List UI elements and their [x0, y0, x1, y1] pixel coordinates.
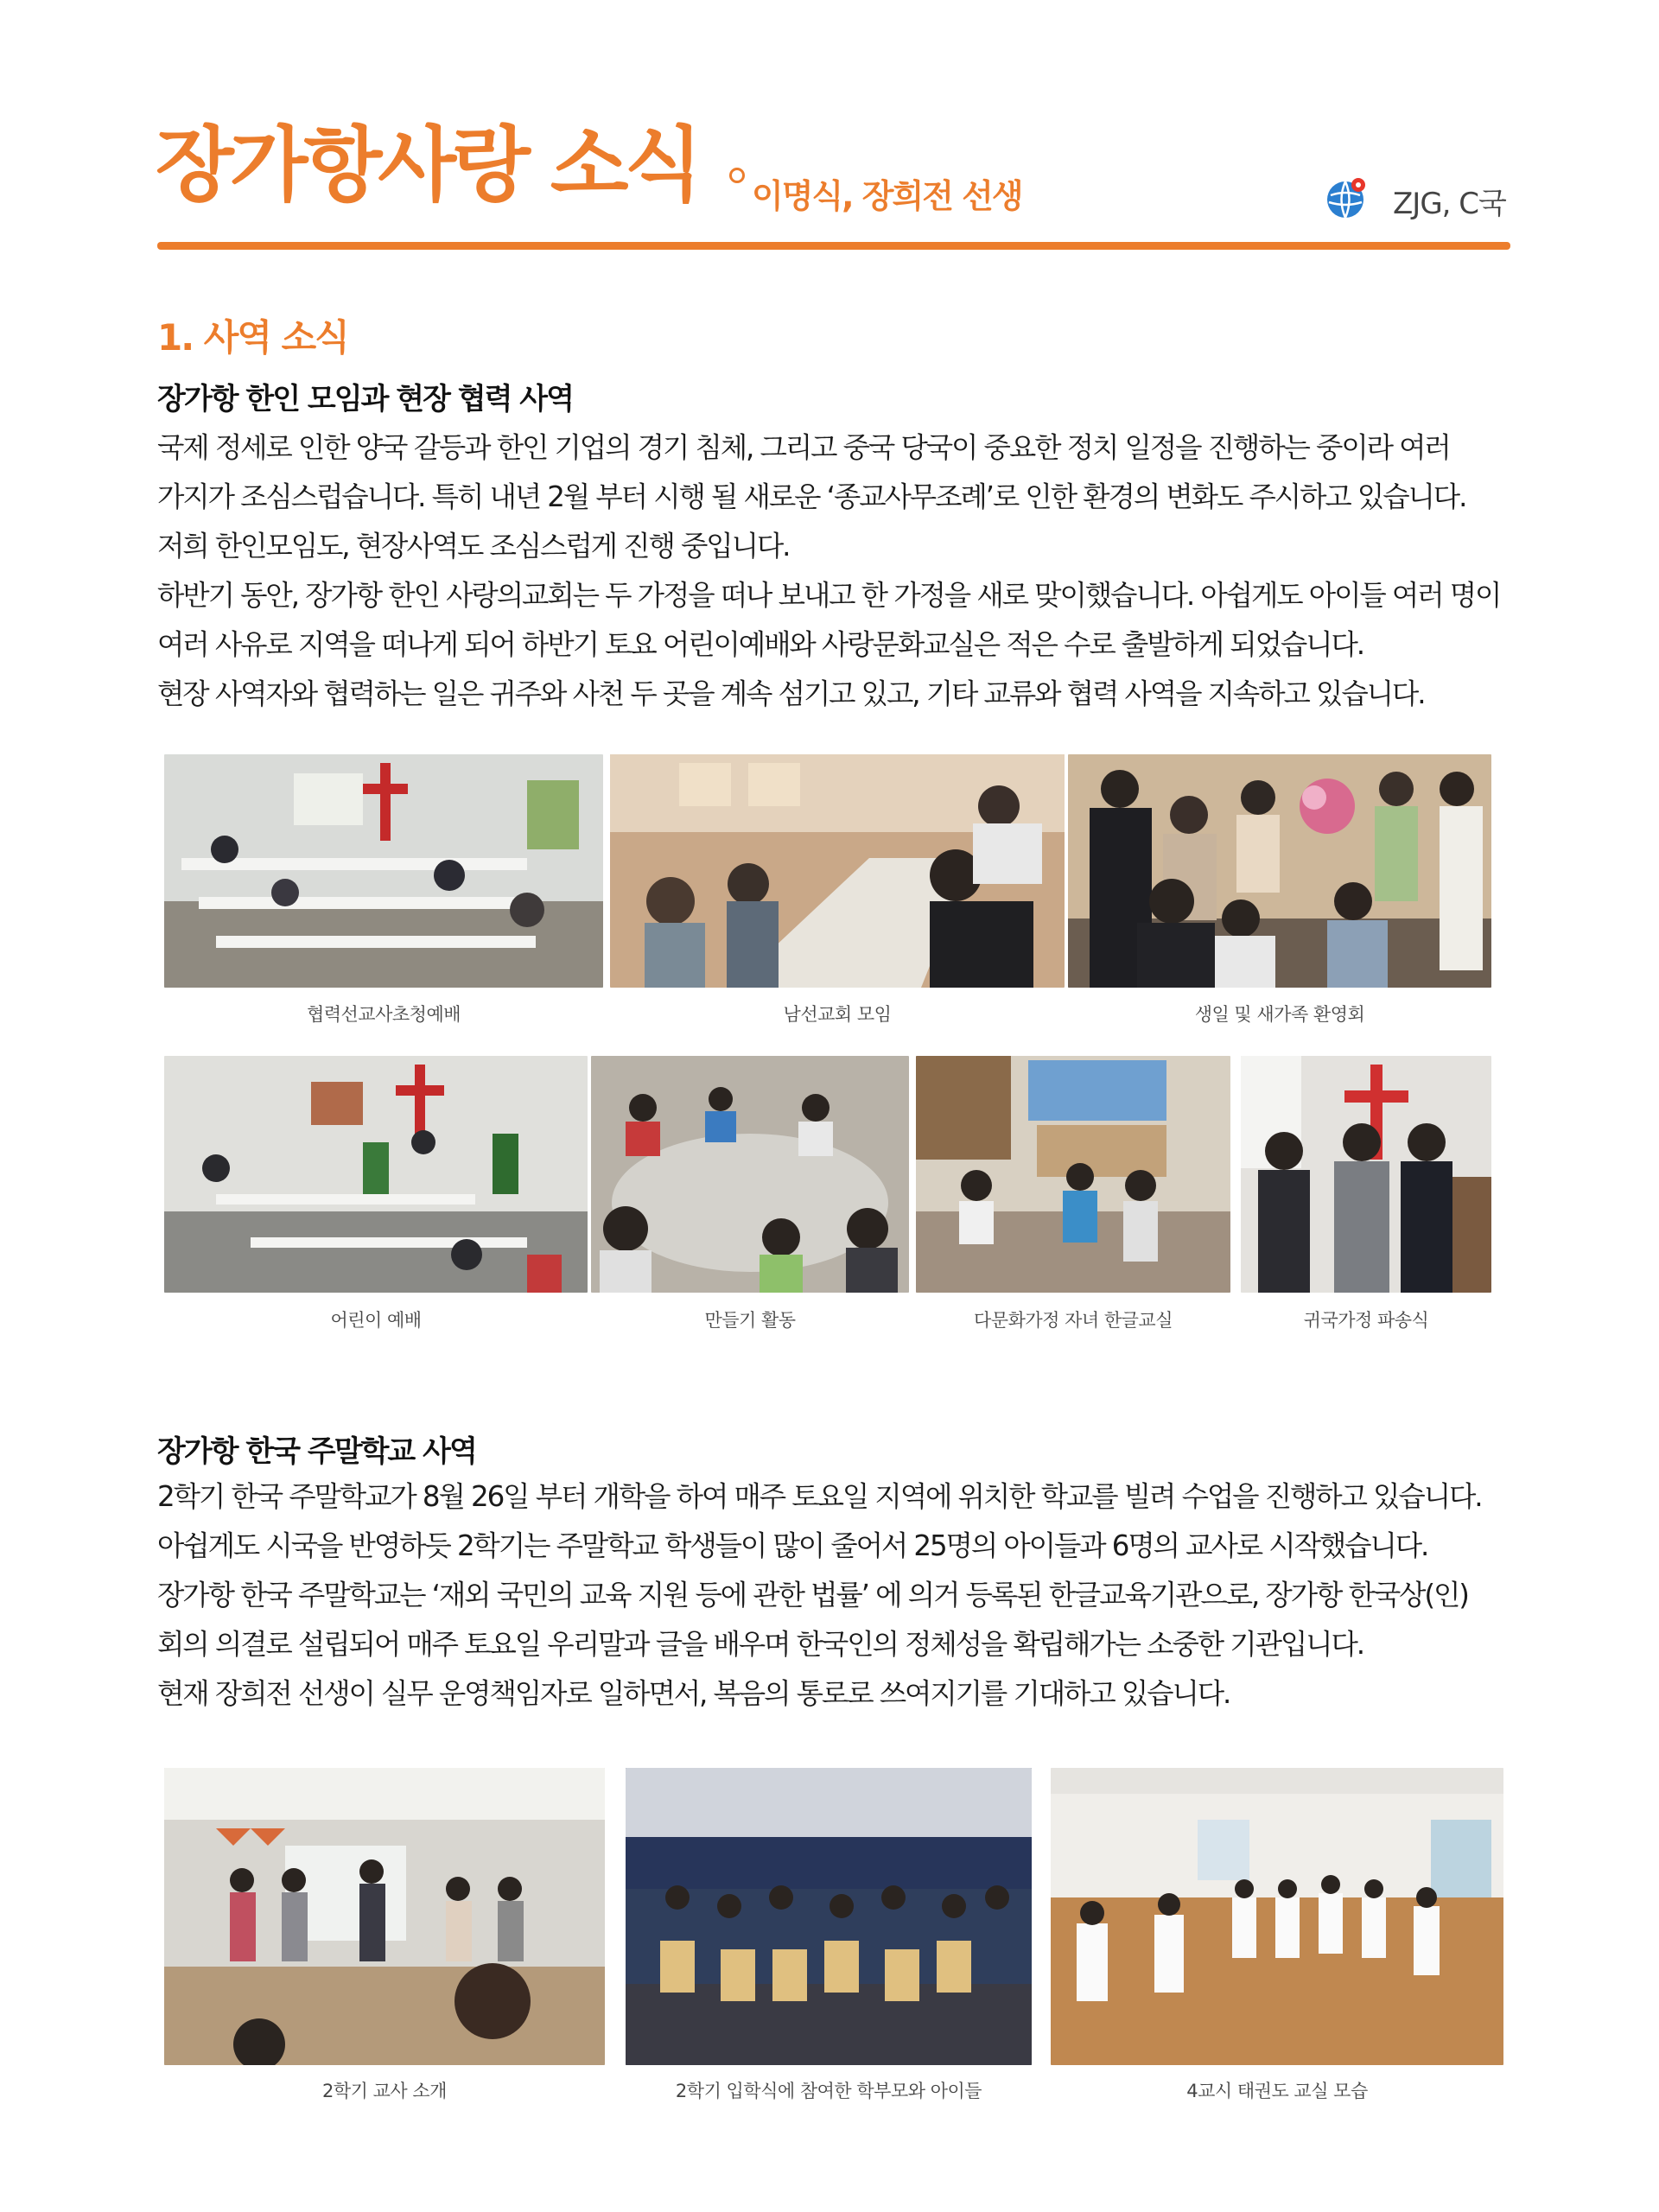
caption-teacher-introduction: 2학기 교사 소개 — [322, 2081, 447, 2101]
caption-children-worship: 어린이 예배 — [330, 1310, 422, 1331]
photo-birthday-welcome — [1068, 754, 1491, 988]
photo-korean-class — [916, 1056, 1230, 1293]
photo-taekwondo-class — [1051, 1768, 1503, 2065]
bullet-dot-icon — [729, 168, 745, 183]
gathering-paragraph-3: 현장 사역자와 협력하는 일은 귀주와 사천 두 곳을 계속 섬기고 있고, 기타 교류와 협력 사역을 지속하고 있습니다. — [157, 677, 1425, 710]
photo-mission-worship — [164, 754, 603, 988]
author-line: 이명식, 장희전 선생 — [752, 177, 1022, 215]
photo-entrance-ceremony — [626, 1768, 1032, 2065]
caption-send-off: 귀국가정 파송식 — [1303, 1310, 1429, 1331]
photo-mens-meeting — [610, 754, 1065, 988]
weekend-school-paragraph-1: 2학기 한국 주말학교가 8월 26일 부터 개학을 하여 매주 토요일 지역에 위치한 학교를 빌려 수업을 진행하고 있습니다. 아쉽게도 시국을 반영하듯 2학기는 주말학교 학생들이 많이 줄어서 25명의 아이들과 6명의 교사로 시작했습니다. 장가항 한국 주말학교는 ‘재외 국민의 교육 지원 등에 관한 법률’ 에 의거 등록된 한글교육기관으로, 장가항 한국상(인)회의 의결로 설립되어 매주 토요일 우리말과 글을 배우며 한국인의 정체성을 확립해가는 소중한 기관입니다. — [157, 1480, 1482, 1661]
gathering-paragraph-2: 하반기 동안, 장가항 한인 사랑의교회는 두 가정을 떠나 보내고 한 가정을 새로 맞이했습니다. 아쉽게도 아이들 여러 명이 여러 사유로 지역을 떠나게 되어 하반기 토요 어린이예배와 사랑문화교실은 적은 수로 출발하게 되었습니다. — [157, 579, 1501, 661]
caption-mens-meeting: 남선교회 모임 — [783, 1004, 892, 1025]
photo-teacher-introduction — [164, 1768, 605, 2065]
subsection-title-weekend-school: 장가항 한국 주말학교 사역 — [157, 1434, 476, 1469]
gathering-paragraph-1: 국제 정세로 인한 양국 갈등과 한인 기업의 경기 침체, 그리고 중국 당국이 중요한 정치 일정을 진행하는 중이라 여러 가지가 조심스럽습니다. 특히 내년 2월 부터 시행 될 새로운 ‘종교사무조례’로 인한 환경의 변화도 주시하고 있습니다. 저희 한인모임도, 현장사역도 조심스럽게 진행 중입니다. — [157, 431, 1466, 563]
caption-korean-class: 다문화가정 자녀 한글교실 — [974, 1310, 1173, 1331]
photo-children-worship — [164, 1056, 588, 1293]
weekend-school-body — [157, 1472, 1505, 1719]
caption-crafts-activity: 만들기 활동 — [704, 1310, 796, 1331]
caption-taekwondo-class: 4교시 태권도 교실 모습 — [1186, 2081, 1368, 2101]
header-divider — [157, 242, 1510, 250]
region-label: ZJG, C국 — [1393, 187, 1506, 221]
section-title: 1. 사역 소식 — [157, 316, 348, 359]
subsection-title-gathering: 장가항 한인 모임과 현장 협력 사역 — [157, 382, 573, 416]
page-title: 장가항사랑 소식 — [156, 118, 699, 213]
globe-icon — [1325, 176, 1369, 219]
caption-birthday-welcome: 생일 및 새가족 환영회 — [1194, 1004, 1365, 1025]
caption-mission-worship: 협력선교사초청예배 — [306, 1004, 461, 1025]
caption-entrance-ceremony: 2학기 입학식에 참여한 학부모와 아이들 — [675, 2081, 982, 2101]
photo-crafts-activity — [591, 1056, 909, 1293]
photo-returning-family-send-off — [1241, 1056, 1491, 1293]
weekend-school-paragraph-2: 현재 장희전 선생이 실무 운영책임자로 일하면서, 복음의 통로로 쓰여지기를 기대하고 있습니다. — [157, 1677, 1230, 1710]
gathering-body — [157, 423, 1505, 719]
